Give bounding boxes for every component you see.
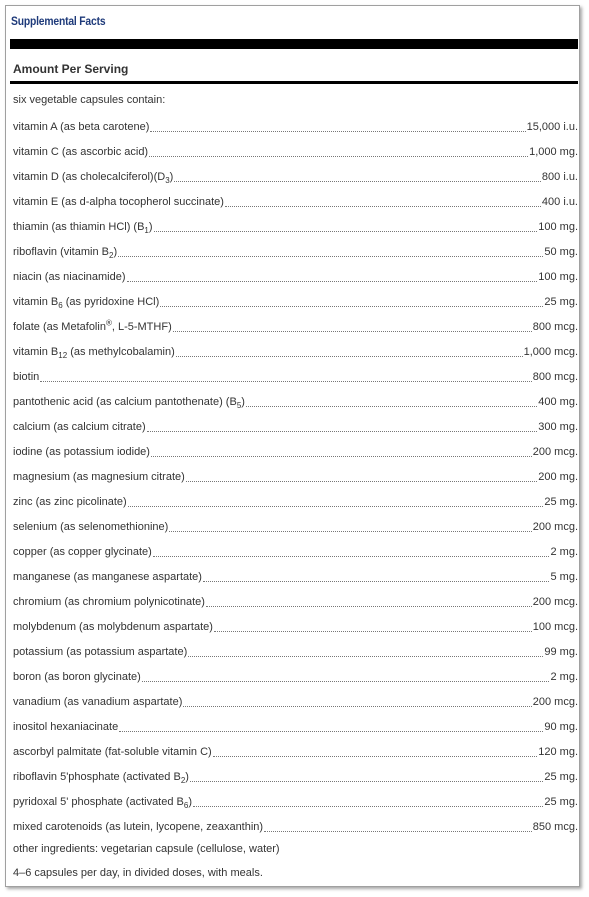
dotted-leader — [150, 131, 525, 132]
nutrient-name-text: magnesium (as magnesium citrate) — [13, 470, 185, 483]
nutrient-name-suffix: ) — [241, 395, 245, 408]
nutrient-name-text: vitamin A (as beta carotene) — [13, 120, 150, 133]
nutrient-amount: 25 mg. — [544, 795, 578, 808]
nutrient-row — [13, 114, 578, 139]
nutrient-name — [13, 371, 39, 383]
nutrient-name — [13, 521, 168, 533]
nutrient-row — [13, 139, 578, 164]
nutrient-name — [13, 646, 187, 658]
nutrient-name-text: vanadium (as vanadium aspartate) — [13, 695, 183, 708]
nutrient-name-text: calcium (as calcium citrate) — [13, 420, 146, 433]
nutrient-row — [13, 439, 578, 464]
nutrient-name — [13, 171, 173, 183]
nutrient-name — [13, 796, 192, 808]
nutrient-name — [13, 671, 141, 683]
nutrient-name — [13, 621, 213, 633]
nutrient-name — [13, 496, 127, 508]
nutrient-name-text: inositol hexaniacinate — [13, 720, 119, 733]
nutrient-amount: 5 mg. — [550, 570, 578, 583]
nutrient-amount: 2 mg. — [550, 670, 578, 683]
nutrient-row — [13, 489, 578, 514]
nutrient-amount: 50 mg. — [544, 245, 578, 258]
nutrient-name — [13, 596, 205, 608]
nutrient-name-text: riboflavin 5'phosphate (activated B — [13, 770, 181, 783]
nutrient-row — [13, 714, 578, 739]
nutrient-name-suffix: , L-5-MTHF) — [111, 320, 172, 333]
dotted-leader — [160, 306, 543, 307]
nutrient-amount: 200 mcg. — [532, 695, 578, 708]
nutrient-name-text: chromium (as chromium polynicotinate) — [13, 595, 205, 608]
other-ingredients: other ingredients: vegetarian capsule (cellulose, water) — [13, 843, 280, 855]
nutrient-amount: 2 mg. — [550, 545, 578, 558]
nutrient-name-text: vitamin E (as d-alpha tocopherol succinate) — [13, 195, 224, 208]
nutrient-name — [13, 771, 189, 783]
nutrient-subscript: 6 — [183, 800, 189, 810]
nutrient-subscript: 1 — [144, 225, 149, 235]
nutrient-name-text: mixed carotenoids (as lutein, lycopene, zeaxanthin) — [13, 820, 264, 833]
supplement-facts-panel — [5, 5, 580, 887]
nutrient-name-text: manganese (as manganese aspartate) — [13, 570, 202, 583]
nutrient-name — [13, 121, 149, 133]
dotted-leader — [246, 406, 537, 407]
dotted-leader — [225, 206, 541, 207]
nutrient-row — [13, 739, 578, 764]
nutrient-amount: 200 mcg. — [532, 520, 578, 533]
nutrient-amount: 100 mg. — [538, 270, 578, 283]
nutrient-amount: 800 i.u. — [541, 170, 578, 183]
nutrient-row — [13, 814, 578, 839]
nutrient-row — [13, 414, 578, 439]
nutrient-row — [13, 464, 578, 489]
nutrient-name-text: vitamin B — [13, 345, 59, 358]
nutrient-row — [13, 264, 578, 289]
nutrient-row — [13, 189, 578, 214]
nutrient-row — [13, 614, 578, 639]
dotted-leader — [153, 556, 550, 557]
nutrient-amount: 400 mg. — [538, 395, 578, 408]
medium-divider — [10, 81, 578, 84]
nutrient-row — [13, 589, 578, 614]
nutrient-amount: 15,000 i.u. — [526, 120, 578, 133]
dotted-leader — [127, 281, 538, 282]
nutrient-name — [13, 271, 126, 283]
nutrient-amount: 1,000 mcg. — [523, 345, 578, 358]
dotted-leader — [142, 681, 550, 682]
nutrient-name-suffix: ) — [148, 220, 153, 233]
nutrient-amount: 850 mcg. — [532, 820, 578, 833]
nutrient-name — [13, 546, 152, 558]
nutrient-name-text: iodine (as potassium iodide) — [13, 445, 150, 458]
nutrient-amount: 99 mg. — [544, 645, 578, 658]
dotted-leader — [186, 481, 537, 482]
nutrient-name — [13, 246, 117, 258]
nutrient-name-text: zinc (as zinc picolinate) — [13, 495, 127, 508]
nutrient-row — [13, 214, 578, 239]
nutrient-name-suffix: ) — [169, 170, 174, 183]
nutrient-name — [13, 296, 159, 308]
nutrient-amount: 300 mg. — [538, 420, 578, 433]
dotted-leader — [188, 656, 543, 657]
nutrient-name-text: pantothenic acid (as calcium pantothenate) (B — [13, 395, 237, 408]
dotted-leader — [119, 731, 543, 732]
nutrient-row — [13, 339, 578, 364]
nutrient-row — [13, 239, 578, 264]
nutrient-name — [13, 721, 118, 733]
nutrient-amount: 90 mg. — [544, 720, 578, 733]
nutrient-name-suffix: (as methylcobalamin) — [67, 345, 175, 358]
dotted-leader — [147, 431, 538, 432]
nutrient-subscript: 6 — [58, 300, 63, 310]
dotted-leader — [40, 381, 531, 382]
nutrient-name — [13, 471, 185, 483]
nutrient-row — [13, 639, 578, 664]
amount-per-serving-heading: Amount Per Serving — [13, 62, 129, 76]
dotted-leader — [190, 781, 543, 782]
nutrient-name — [13, 746, 212, 758]
dotted-leader — [173, 331, 532, 332]
nutrient-name — [13, 446, 150, 458]
nutrient-subscript: 5 — [236, 400, 242, 410]
nutrient-amount: 400 i.u. — [541, 195, 578, 208]
nutrient-row — [13, 564, 578, 589]
nutrient-amount: 100 mg. — [538, 220, 578, 233]
nutrient-amount: 25 mg. — [544, 295, 578, 308]
nutrient-row — [13, 664, 578, 689]
nutrient-row — [13, 364, 578, 389]
dotted-leader — [214, 631, 532, 632]
thick-divider — [10, 39, 578, 49]
nutrient-row — [13, 689, 578, 714]
dotted-leader — [128, 506, 544, 507]
nutrient-amount: 1,000 mg. — [529, 145, 578, 158]
nutrient-name-text: riboflavin (vitamin B — [13, 245, 109, 258]
dotted-leader — [193, 806, 543, 807]
nutrient-row — [13, 764, 578, 789]
nutrient-amount: 200 mg. — [538, 470, 578, 483]
nutrient-list — [13, 114, 578, 839]
nutrient-name — [13, 396, 245, 408]
nutrient-name-text: vitamin C (as ascorbic acid) — [13, 145, 149, 158]
dotted-leader — [169, 531, 531, 532]
nutrient-name-suffix: ) — [113, 245, 118, 258]
nutrient-name-text: biotin — [13, 370, 40, 383]
nutrient-row — [13, 389, 578, 414]
nutrient-name — [13, 571, 202, 583]
dotted-leader — [149, 156, 528, 157]
nutrient-row — [13, 514, 578, 539]
nutrient-name-text: vitamin B — [13, 295, 59, 308]
nutrient-amount: 800 mcg. — [532, 320, 578, 333]
nutrient-amount: 25 mg. — [544, 770, 578, 783]
dotted-leader — [203, 581, 550, 582]
nutrient-subscript: 2 — [108, 250, 114, 260]
nutrient-name — [13, 221, 153, 233]
nutrient-name-text: niacin (as niacinamide) — [13, 270, 126, 283]
nutrient-name-suffix: (as pyridoxine HCl) — [62, 295, 160, 308]
nutrient-name-text: thiamin (as thiamin HCl) (B — [13, 220, 145, 233]
dotted-leader — [151, 456, 532, 457]
nutrient-name-text: molybdenum (as molybdenum aspartate) — [13, 620, 213, 633]
nutrient-name-text: ascorbyl palmitate (fat-soluble vitamin C) — [13, 745, 212, 758]
nutrient-name — [13, 421, 146, 433]
nutrient-name — [13, 196, 224, 208]
dotted-leader — [213, 756, 538, 757]
nutrient-row — [13, 539, 578, 564]
nutrient-amount: 200 mcg. — [532, 595, 578, 608]
nutrient-amount: 100 mcg. — [532, 620, 578, 633]
nutrient-name — [13, 317, 172, 333]
dotted-leader — [174, 181, 541, 182]
dotted-leader — [118, 256, 543, 257]
panel-title: Supplemental Facts — [11, 14, 106, 28]
nutrient-superscript: ® — [105, 317, 112, 327]
nutrient-amount: 200 mcg. — [532, 445, 578, 458]
nutrient-name — [13, 821, 263, 833]
dotted-leader — [183, 706, 531, 707]
nutrient-name-suffix: ) — [185, 770, 189, 783]
nutrient-row — [13, 289, 578, 314]
nutrient-name-text: potassium (as potassium aspartate) — [13, 645, 188, 658]
nutrient-name-text: boron (as boron glycinate) — [13, 670, 141, 683]
nutrient-row — [13, 164, 578, 189]
nutrient-amount: 800 mcg. — [532, 370, 578, 383]
dosage-instructions: 4–6 capsules per day, in divided doses, with meals. — [13, 867, 263, 879]
nutrient-name-suffix: ) — [188, 795, 192, 808]
dotted-leader — [176, 356, 523, 357]
nutrient-name — [13, 696, 182, 708]
nutrient-name-text: selenium (as selenomethionine) — [13, 520, 169, 533]
dotted-leader — [154, 231, 538, 232]
nutrient-subscript: 12 — [58, 350, 68, 360]
nutrient-name-text: copper (as copper glycinate) — [13, 545, 152, 558]
nutrient-subscript: 3 — [165, 175, 170, 185]
dotted-leader — [206, 606, 532, 607]
nutrient-name-text: folate (as Metafolin — [13, 320, 106, 333]
nutrient-amount: 120 mg. — [538, 745, 578, 758]
nutrient-name-text: vitamin D (as cholecalciferol)(D — [13, 170, 166, 183]
nutrient-name — [13, 346, 175, 358]
serving-intro: six vegetable capsules contain: — [13, 94, 166, 106]
nutrient-row — [13, 789, 578, 814]
dotted-leader — [264, 831, 532, 832]
nutrient-name-text: pyridoxal 5' phosphate (activated B — [13, 795, 184, 808]
nutrient-row — [13, 314, 578, 339]
nutrient-name — [13, 146, 148, 158]
nutrient-subscript: 2 — [180, 775, 186, 785]
nutrient-amount: 25 mg. — [544, 495, 578, 508]
